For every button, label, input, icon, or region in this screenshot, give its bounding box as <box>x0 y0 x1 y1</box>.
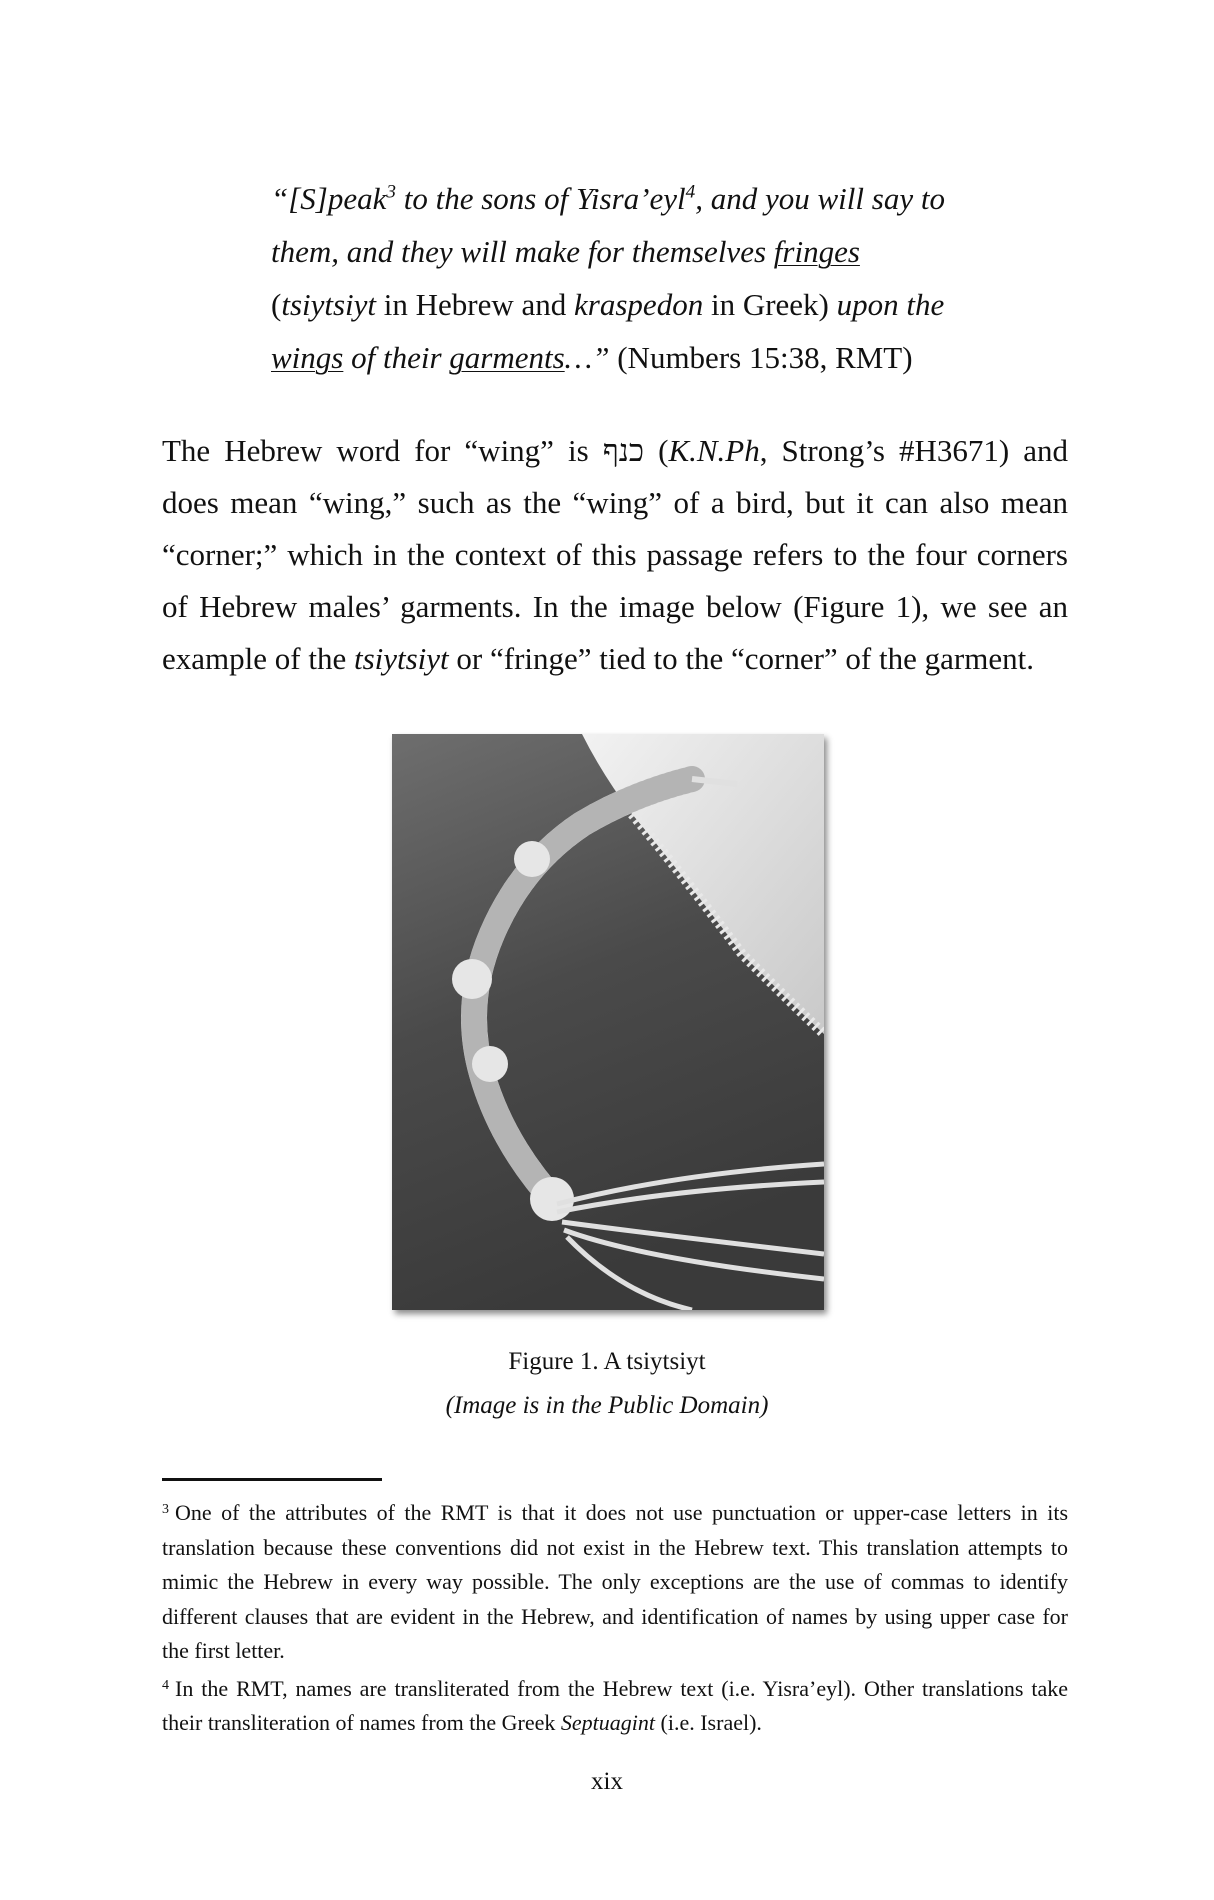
body-paragraph <box>162 425 1068 685</box>
quote-text: of their <box>343 340 450 375</box>
footnote-marker: 4 <box>162 1677 169 1693</box>
footnote-ref-4[interactable]: 4 <box>685 181 696 203</box>
para-text: The Hebrew word for “wing” is <box>162 433 603 468</box>
footnote-text: In the RMT, names are transliterated from the Hebrew text (i.e. Yisra’eyl). Other translations take their transliteration of names from the Greek <box>162 1675 1068 1735</box>
quote-term: kraspedon <box>574 287 704 322</box>
figure-tsiytsiyt-photo <box>392 734 824 1310</box>
quote-text: ( <box>271 287 282 322</box>
underlined-wings: wings <box>271 340 344 375</box>
quote-text: upon the <box>836 287 945 322</box>
para-text: ( <box>644 433 669 468</box>
footnote-term: Septuagint <box>560 1710 656 1735</box>
figure-caption: Figure 1. A tsiytsiyt <box>508 1348 706 1375</box>
para-text: or “fringe” tied to the “corner” of the garment. <box>448 641 1034 676</box>
footnote-text: One of the attributes of the RMT is that it does not use punctuation or upper-case letters in its translation because these conventions did not exist in the Hebrew text. This translation attempts to mimic the Hebrew in every way possible. The only exceptions are the use of commas to identify different clauses that are evident in the Hebrew, and identification of names by using upper case for the first letter. <box>162 1500 1068 1663</box>
quote-text: , and you will say to them, and they will make for themselves <box>271 181 945 269</box>
term-tsiytsiyt: tsiytsiyt <box>353 641 449 676</box>
quote-term: tsiytsiyt <box>281 287 377 322</box>
footnote-ref-3[interactable]: 3 <box>386 181 396 203</box>
para-text: , Strong’s #H3671) and does mean “wing,” such as the “wing” of a bird, but it can also mean “corner;” which in the context of this passage refers to the four corners of Hebrew males’ garments. In the image below (Figure 1), we see an example of the <box>162 433 1068 676</box>
tsiytsiyt-photo-icon <box>392 734 824 1310</box>
transliteration: K.N.Ph <box>668 433 760 468</box>
quote-text: in Hebrew and <box>376 287 575 322</box>
footnote-text: (i.e. Israel). <box>655 1710 762 1735</box>
quote-text: to the sons of Yisra’eyl <box>396 181 686 216</box>
page-number: xix <box>591 1768 623 1795</box>
footnote-3 <box>162 1493 1068 1669</box>
quote-citation: (Numbers 15:38, RMT) <box>609 340 913 375</box>
footnotes <box>162 1493 1068 1741</box>
figure-credit: (Image is in the Public Domain) <box>445 1392 769 1419</box>
hebrew-word: כנף <box>602 433 645 468</box>
scripture-quote <box>271 172 957 384</box>
quote-close: …” <box>564 340 610 375</box>
underlined-garments: garments <box>449 340 565 375</box>
footnote-marker: 3 <box>162 1502 169 1517</box>
underlined-fringes: fringes <box>773 234 860 269</box>
quote-text: in Greek) <box>703 287 837 322</box>
quote-open: “[S]peak <box>271 181 387 216</box>
footnote-divider <box>162 1478 382 1481</box>
footnote-4 <box>162 1669 1068 1741</box>
